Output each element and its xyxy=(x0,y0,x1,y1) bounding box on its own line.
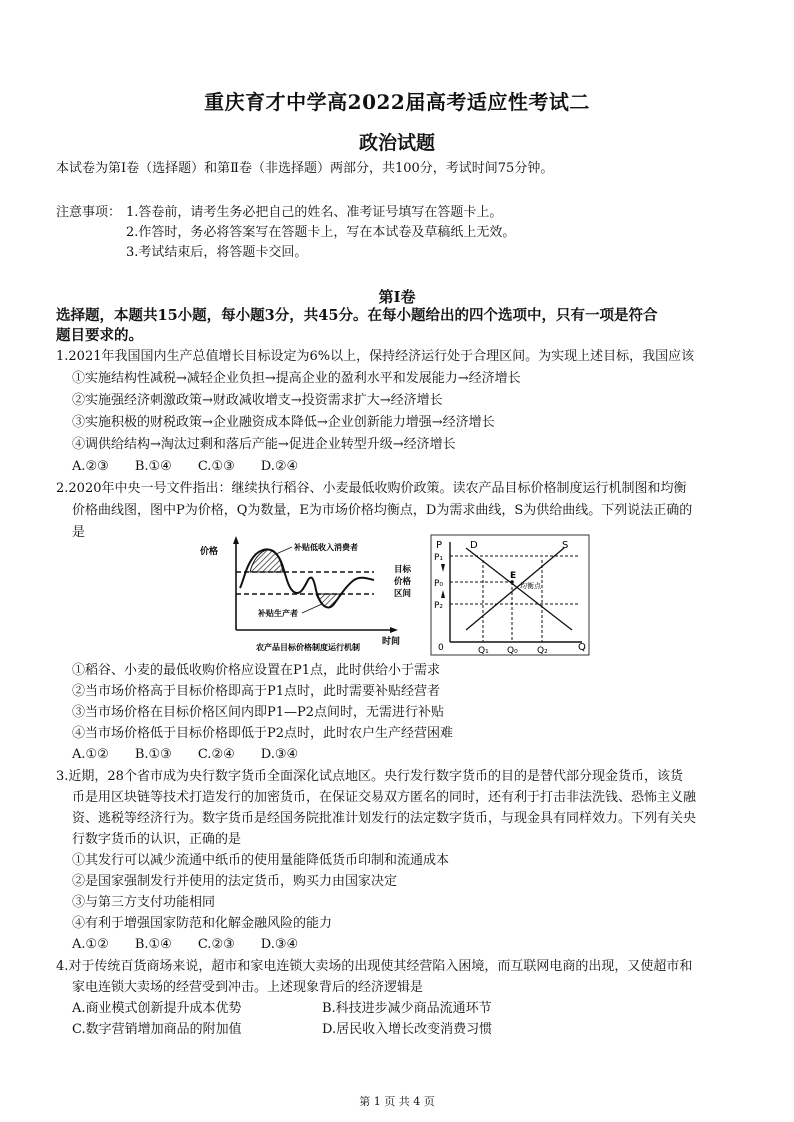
left-y-axis-label: 价格 xyxy=(200,547,219,557)
equilibrium-frame xyxy=(431,535,589,655)
q4-option-b: B.科技进步减少商品流通环节 xyxy=(322,1001,492,1016)
notes-label: 注意事项： xyxy=(56,205,122,220)
p2-tick: P₂ xyxy=(434,601,444,611)
section-instruction-1: 选择题，本题共15小题，每小题3分，共45分。在每小题给出的四个选项中，只有一项是符合 xyxy=(56,307,658,324)
q1-option-1: ①实施结构性减税→减轻企业负担→提高企业的盈利水平和发展能力→经济增长 xyxy=(72,371,521,386)
demand-curve xyxy=(466,548,572,630)
q1-option-3: ③实施积极的财税政策→企业融资成本降低→企业创新能力增强→经济增长 xyxy=(72,415,495,430)
q0-tick: Q₀ xyxy=(507,646,518,656)
q3-option-3: ③与第三方支付功能相同 xyxy=(72,895,216,910)
q4-option-c: C.数字营销增加商品的附加值 xyxy=(72,1022,242,1037)
left-x-axis-label: 时间 xyxy=(382,637,401,647)
q2-stem-2: 价格曲线图，图中P为价格，Q为数量，E为市场价格均衡点，D为需求曲线，S为供给曲线。下列说法正确的 xyxy=(72,503,693,518)
q2-stem-1: 2.2020年中央一号文件指出：继续执行稻谷、小麦最低收购价政策。读农产品目标价格制度运行机制图和均衡 xyxy=(56,481,687,496)
q4-option-a: A.商业模式创新提升成本优势 xyxy=(72,1001,242,1016)
upper-subsidy-label: 补贴低收入消费者 xyxy=(294,543,358,552)
left-figure-caption: 农产品目标价格制度运行机制 xyxy=(256,643,360,652)
right-y-axis-label: P xyxy=(436,540,443,551)
supply-curve xyxy=(466,548,564,630)
band-label-3: 区间 xyxy=(394,589,412,599)
note-3: 3.考试结束后，将答题卡交回。 xyxy=(126,245,308,260)
band-label-2: 价格 xyxy=(394,577,412,587)
q4-stem-2: 家电连锁大卖场的经营受到冲击。上述现象背后的经济逻辑是 xyxy=(72,980,424,995)
p1-tick: P₁ xyxy=(434,553,444,563)
exam-intro: 本试卷为第Ⅰ卷（选择题）和第Ⅱ卷（非选择题）两部分，共100分，考试时间75分钟。 xyxy=(56,161,554,176)
q1-tick: Q₁ xyxy=(478,646,489,656)
q4-stem-1: 4.对于传统百货商场来说，超市和家电连锁大卖场的出现使其经营陷入困境，而互联网电商的出现，又使超市和 xyxy=(56,959,693,974)
p0-tick: P₀ xyxy=(434,579,444,589)
origin-label: 0 xyxy=(438,643,444,653)
target-price-mechanism-figure xyxy=(198,534,418,656)
equilibrium-price-figure xyxy=(430,534,590,656)
exam-title: 重庆育才中学高2022届高考适应性考试二 xyxy=(204,90,590,114)
demand-label: D xyxy=(470,540,478,551)
q1-answers: A.②③ B.①④ C.①③ D.②④ xyxy=(72,459,299,474)
q2-tick: Q₂ xyxy=(537,646,548,656)
q2-stem-3: 是 xyxy=(72,525,86,540)
section-title: 第Ⅰ卷 xyxy=(378,288,416,306)
q2-answers: A.①② B.①③ C.②④ D.③④ xyxy=(72,747,299,762)
q4-option-d: D.居民收入增长改变消费习惯 xyxy=(322,1022,493,1037)
q1-stem: 1.2021年我国国内生产总值增长目标设定为6%以上，保持经济运行处于合理区间。为实现上述目标，我国应该 xyxy=(56,349,695,364)
q3-option-1: ①其发行可以减少流通中纸币的使用量能降低货币印制和流通成本 xyxy=(72,853,450,868)
section-instruction-2: 题目要求的。 xyxy=(56,327,143,344)
band-label-1: 目标 xyxy=(394,565,412,575)
q3-stem-2: 币是用区块链等技术打造发行的加密货币，在保证交易双方匿名的同时，还有利于打击非法洗钱、恐怖主义融 xyxy=(72,790,697,805)
q3-answers: A.①② B.①④ C.②③ D.③④ xyxy=(72,937,299,952)
lower-subsidy-label: 补贴生产者 xyxy=(258,609,298,618)
q2-option-2: ②当市场价格高于目标价格即高于P1点时，此时需要补贴经营者 xyxy=(72,684,441,699)
note-1: 1.答卷前，请考生务必把自己的姓名、准考证号填写在答题卡上。 xyxy=(126,205,503,220)
right-x-axis-label: Q xyxy=(578,642,586,653)
page-footer: 第 1 页 共 4 页 xyxy=(359,1095,435,1108)
q1-option-2: ②实施强经济刺激政策→财政减收增支→投资需求扩大→经济增长 xyxy=(72,393,443,408)
q3-stem-4: 行数字货币的认识，正确的是 xyxy=(72,832,242,847)
q3-option-4: ④有利于增强国家防范和化解金融风险的能力 xyxy=(72,916,333,931)
equilibrium-label: E xyxy=(510,571,517,581)
q2-option-4: ④当市场价格低于目标价格即低于P2点时，此时农户生产经营困难 xyxy=(72,726,454,741)
equilibrium-point-label: 均衡点 xyxy=(520,582,541,590)
note-2: 2.作答时，务必将答案写在答题卡上，写在本试卷及草稿纸上无效。 xyxy=(126,225,516,240)
supply-label: S xyxy=(562,540,569,551)
q3-option-2: ②是国家强制发行并使用的法定货币，购买力由国家决定 xyxy=(72,874,398,889)
q3-stem-3: 资、逃税等经济行为。数字货币是经国务院批准计划发行的法定数字货币，与现金具有同样效力。下列有关央 xyxy=(72,811,697,826)
exam-subtitle: 政治试题 xyxy=(358,132,435,154)
q3-stem-1: 3.近期，28个省市成为央行数字货币全面深化试点地区。央行发行数字货币的目的是替代部分现金货币，该货 xyxy=(56,769,683,784)
q2-option-3: ③当市场价格在目标价格区间内即P1—P2点间时，无需进行补贴 xyxy=(72,705,445,720)
q1-option-4: ④调供给结构→淘汰过剩和落后产能→促进企业转型升级→经济增长 xyxy=(72,437,456,452)
q2-option-1: ①稻谷、小麦的最低收购价格应设置在P1点，此时供给小于需求 xyxy=(72,663,441,678)
